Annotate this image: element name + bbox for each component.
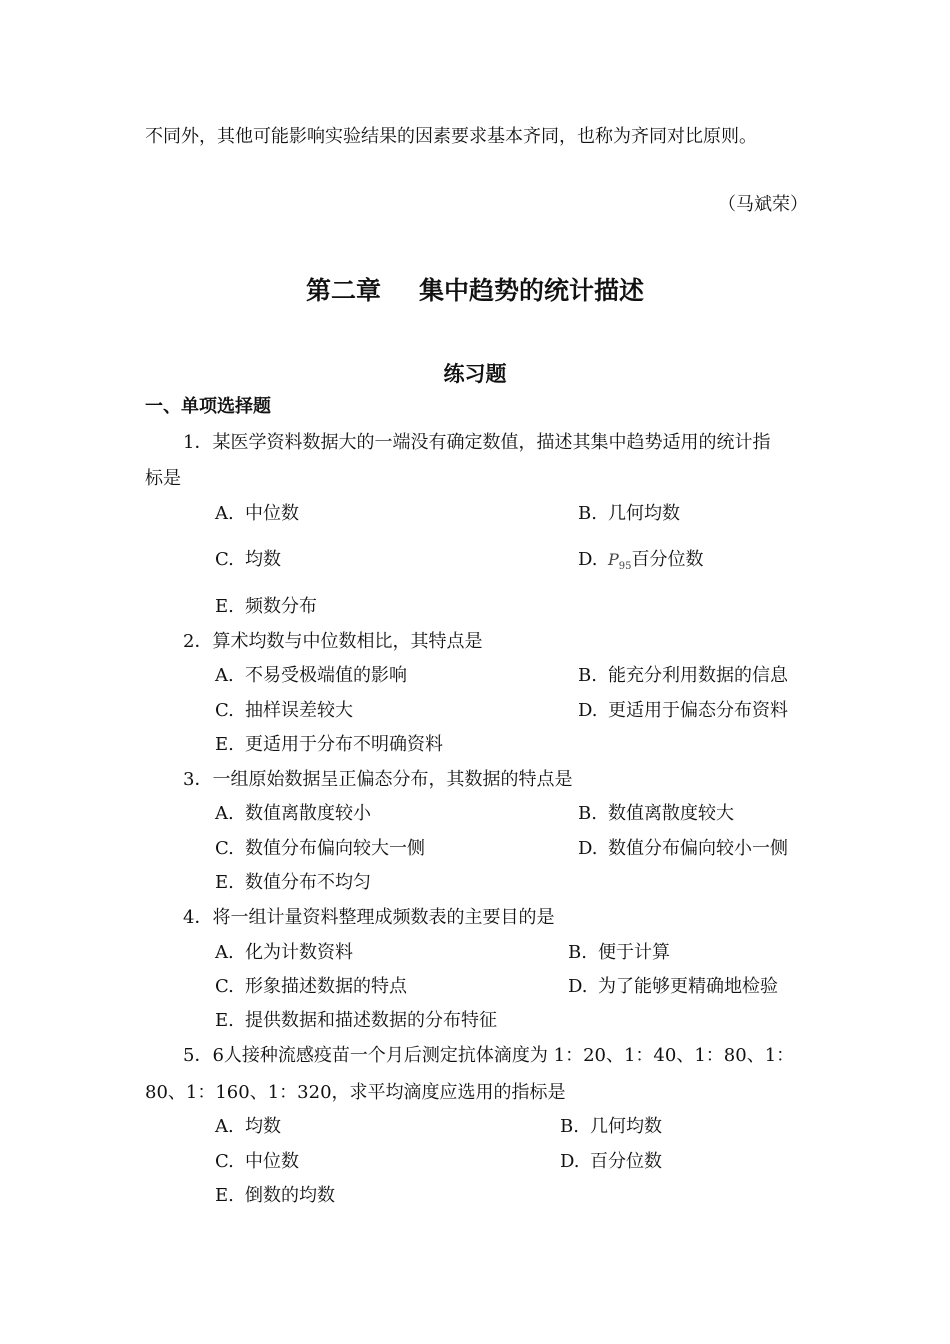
option-letter: B. (568, 942, 587, 963)
option-letter: C. (215, 838, 234, 859)
question-1-stem-cont: 标是 (145, 468, 181, 489)
option-text: 百分位数 (590, 1151, 662, 1172)
q3-option-a (215, 801, 371, 827)
q3-option-e (215, 870, 371, 896)
option-text: 数值分布偏向较大一侧 (245, 838, 425, 859)
option-text: 均数 (245, 549, 281, 570)
p-symbol: P (608, 550, 619, 569)
chapter-title: 集中趋势的统计描述 (419, 276, 645, 305)
option-letter: D. (568, 976, 588, 997)
q2-option-a (215, 663, 407, 689)
option-text: 数值离散度较大 (608, 803, 734, 824)
q4-option-c (215, 974, 407, 1000)
q3-option-d (578, 836, 788, 862)
option-text: 便于计算 (598, 942, 670, 963)
option-letter: E. (215, 1010, 234, 1031)
option-text: 均数 (245, 1116, 281, 1137)
option-text: 中位数 (245, 1151, 299, 1172)
q1-option-b (578, 501, 680, 527)
section-title: 练习题 (443, 362, 507, 386)
option-text: 倒数的均数 (245, 1185, 335, 1206)
q1-option-c (215, 547, 281, 573)
q1-option-a (215, 501, 299, 527)
q5-option-a (215, 1114, 281, 1140)
option-letter: A. (215, 1116, 234, 1137)
q4-option-a (215, 940, 353, 966)
option-letter: C. (215, 1151, 234, 1172)
option-text: 化为计数资料 (245, 942, 353, 963)
author-credit: （马斌荣） (718, 194, 808, 215)
option-text: 几何均数 (590, 1116, 662, 1137)
q4-option-d (568, 974, 778, 1000)
q4-option-e (215, 1008, 497, 1034)
option-letter: A. (215, 803, 234, 824)
q2-option-c (215, 698, 353, 724)
option-letter: E. (215, 1185, 234, 1206)
question-1-stem: 1．某医学资料数据大的一端没有确定数值，描述其集中趋势适用的统计指 (183, 432, 771, 453)
question-2-stem: 2．算术均数与中位数相比，其特点是 (183, 631, 483, 652)
option-letter: D. (578, 700, 598, 721)
option-letter: D. (578, 838, 598, 859)
option-text: 数值分布偏向较小一侧 (608, 838, 788, 859)
option-text: 数值离散度较小 (245, 803, 371, 824)
question-5-stem: 5．6人接种流感疫苗一个月后测定抗体滴度为 1：20、1：40、1：80、1： (183, 1045, 795, 1066)
option-letter: C. (215, 549, 234, 570)
p-subscript: 95 (618, 561, 632, 573)
q2-option-e (215, 732, 443, 758)
option-letter: D. (560, 1151, 580, 1172)
q4-option-b (568, 940, 670, 966)
q2-option-b (578, 663, 788, 689)
p95-symbol (608, 550, 632, 573)
option-text: 更适用于分布不明确资料 (245, 734, 443, 755)
option-text: 数值分布不均匀 (245, 872, 371, 893)
option-text: 提供数据和描述数据的分布特征 (245, 1010, 497, 1031)
option-letter: A. (215, 665, 234, 686)
option-letter: B. (578, 803, 597, 824)
option-letter: A. (215, 503, 234, 524)
option-letter: B. (560, 1116, 579, 1137)
option-letter: B. (578, 665, 597, 686)
continued-paragraph: 不同外，其他可能影响实验结果的因素要求基本齐同，也称为齐同对比原则。 (145, 126, 757, 147)
option-letter: A. (215, 942, 234, 963)
q3-option-b (578, 801, 734, 827)
option-text: 为了能够更精确地检验 (598, 976, 778, 997)
q5-option-d (560, 1149, 662, 1175)
q5-option-b (560, 1114, 662, 1140)
q2-option-d (578, 698, 788, 724)
option-letter: C. (215, 700, 234, 721)
option-text: 百分位数 (631, 549, 704, 570)
option-text: 更适用于偏态分布资料 (608, 700, 788, 721)
q5-option-e (215, 1183, 335, 1209)
q5-option-c (215, 1149, 299, 1175)
option-letter: E. (215, 734, 234, 755)
option-text: 能充分利用数据的信息 (608, 665, 788, 686)
q1-option-d (578, 547, 704, 580)
question-4-stem: 4．将一组计量资料整理成频数表的主要目的是 (183, 907, 555, 928)
question-5-stem-cont: 80、1：160、1：320，求平均滴度应选用的指标是 (145, 1082, 566, 1103)
option-text: 形象描述数据的特点 (245, 976, 407, 997)
chapter-heading (0, 271, 950, 307)
option-text: 不易受极端值的影响 (245, 665, 407, 686)
option-letter: D. (578, 549, 598, 570)
option-text: 频数分布 (245, 596, 317, 617)
option-text: 中位数 (245, 503, 299, 524)
q3-option-c (215, 836, 425, 862)
option-letter: B. (578, 503, 597, 524)
option-letter: E. (215, 872, 234, 893)
option-text: 抽样误差较大 (245, 700, 353, 721)
chapter-number: 第二章 (305, 276, 381, 305)
part-heading: 一、单项选择题 (145, 396, 271, 417)
option-letter: E. (215, 596, 234, 617)
q1-option-e (215, 594, 317, 620)
question-3-stem: 3．一组原始数据呈正偏态分布，其数据的特点是 (183, 769, 573, 790)
option-letter: C. (215, 976, 234, 997)
option-text: 几何均数 (608, 503, 680, 524)
